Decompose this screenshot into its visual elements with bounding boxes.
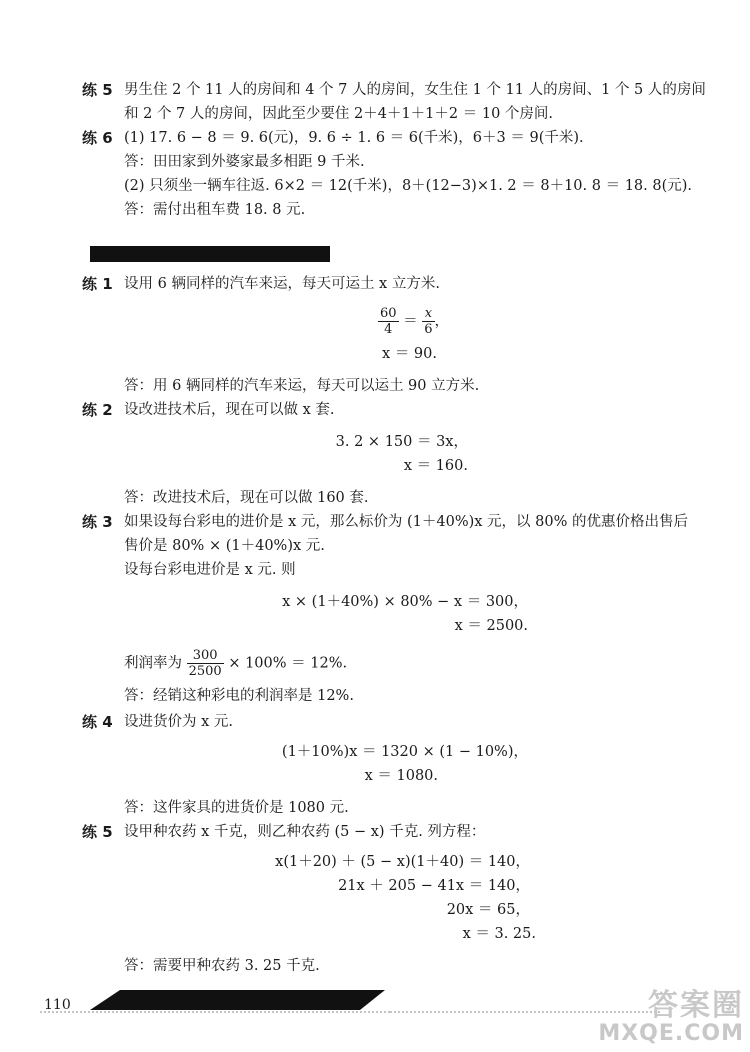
- exercise-label: 练 3: [82, 513, 113, 531]
- equation: 21x ＋ 205 − 41x ＝ 140，: [338, 878, 530, 894]
- exercise-label: 练 5: [82, 823, 113, 841]
- exercise-text: 设甲种农药 x 千克，则乙种农药 (5 − x) 千克. 列方程：: [124, 824, 486, 840]
- exercise-text: (2) 只须坐一辆车往返. 6×2 ＝ 12(千米)，8＋(12−3)×1. 2 ＝ 8＋10. 8 ＝ 18. 8(元).: [124, 178, 693, 194]
- equation: x × (1＋40%) × 80% − x ＝ 300，: [282, 594, 528, 610]
- equation: 20x ＝ 65，: [446, 902, 530, 918]
- exercise-text: 售价是 80% × (1＋40%)x 元.: [124, 538, 325, 554]
- exercise-text: 设进货价为 x 元.: [124, 714, 234, 730]
- equation: x ＝ 160.: [403, 458, 468, 474]
- exercise-text: 和 2 个 7 人的房间，因此至少要住 2＋4＋1＋1＋2 ＝ 10 个房间.: [124, 106, 554, 122]
- equation: 3. 2 × 150 ＝ 3x，: [335, 434, 468, 450]
- exercise-text: (1) 17. 6 − 8 ＝ 9. 6(元)，9. 6 ÷ 1. 6 ＝ 6(千米)，6＋3 ＝ 9(千米).: [124, 130, 584, 146]
- fraction: $\frac{60}{4}$: [380, 306, 397, 337]
- answer-text: 答：经销这种彩电的利润率是 12%.: [124, 688, 354, 704]
- exercise-text: 如果设每台彩电的进价是 x 元，那么标价为 (1＋40%)x 元，以 80% 的优惠价格出售后: [124, 514, 689, 530]
- fraction: $\frac{x}{6}$: [424, 306, 433, 337]
- exercise-text: 设用 6 辆同样的汽车来运，每天可运土 x 立方米.: [124, 276, 440, 292]
- exercise-text: 设每台彩电进价是 x 元. 则: [124, 562, 296, 578]
- answer-text: 答：田田家到外婆家最多相距 9 千米.: [124, 154, 365, 170]
- footer-bar: [90, 990, 385, 1010]
- equation: x ＝ 2500.: [454, 618, 528, 634]
- section-header-bar: [90, 246, 330, 262]
- equation: x(1＋20) ＋ (5 − x)(1＋40) ＝ 140，: [275, 854, 530, 870]
- equation: x ＝ 1080.: [364, 768, 438, 784]
- profit-rate-line: 利润率为 $\frac{300}{2500}$ × 100% ＝ 12%.: [124, 648, 348, 679]
- answer-text: 答：这件家具的进货价是 1080 元.: [124, 800, 349, 816]
- exercise-text: 设改进技术后，现在可以做 x 套.: [124, 402, 335, 418]
- footer-decoration: [40, 988, 390, 1014]
- answer-text: 答：用 6 辆同样的汽车来运，每天可以运土 90 立方米.: [124, 378, 480, 394]
- answer-text: 答：需付出租车费 18. 8 元.: [124, 202, 306, 218]
- watermark-url: MXQE.COM: [598, 1021, 744, 1046]
- watermark: [598, 990, 744, 1046]
- fraction: $\frac{300}{2500}$: [188, 648, 222, 679]
- exercise-label: 练 4: [82, 713, 113, 731]
- equation: x ＝ 3. 25.: [462, 926, 536, 942]
- exercise-text: 男生住 2 个 11 人的房间和 4 个 7 人的房间，女生住 1 个 11 人的房间、1 个 5 人的房间: [124, 82, 706, 98]
- page-number: 110: [44, 997, 71, 1013]
- equation: $\frac{60}{4}$ ＝ $\frac{x}{6}$ ，: [380, 306, 450, 337]
- exercise-label: 练 2: [82, 401, 113, 419]
- equation: (1＋10%)x ＝ 1320 × (1 − 10%)，: [281, 744, 528, 760]
- answer-text: 答：改进技术后，现在可以做 160 套.: [124, 490, 369, 506]
- exercise-label: 练 5: [82, 81, 113, 99]
- equation: x ＝ 90.: [382, 346, 437, 362]
- exercise-label: 练 1: [82, 275, 113, 293]
- answer-text: 答：需要甲种农药 3. 25 千克.: [124, 958, 320, 974]
- watermark-logo-text: 答案圈: [648, 988, 744, 1023]
- exercise-label: 练 6: [82, 129, 113, 147]
